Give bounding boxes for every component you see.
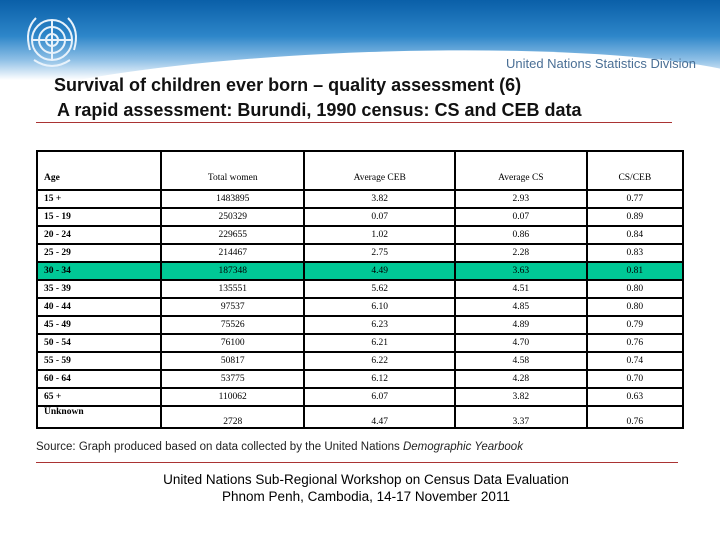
table-cell: 4.28 [455, 370, 587, 388]
table-cell: 0.89 [587, 208, 683, 226]
footer-divider [36, 462, 678, 463]
table-cell: 4.49 [304, 262, 455, 280]
table-cell: 50 - 54 [37, 334, 161, 352]
table-cell: 6.21 [304, 334, 455, 352]
table-cell: 0.07 [455, 208, 587, 226]
table-cell: 55 - 59 [37, 352, 161, 370]
table-cell: 4.89 [455, 316, 587, 334]
column-header: Average CS [455, 151, 587, 190]
table-cell: 53775 [161, 370, 304, 388]
table-cell: 40 - 44 [37, 298, 161, 316]
table-cell: 75526 [161, 316, 304, 334]
table-cell: 97537 [161, 298, 304, 316]
table-cell: 2728 [161, 406, 304, 428]
table-cell: 76100 [161, 334, 304, 352]
table-cell: Unknown [37, 406, 161, 428]
org-name: United Nations Statistics Division [505, 56, 696, 71]
table-cell: 2.28 [455, 244, 587, 262]
table-cell: 0.79 [587, 316, 683, 334]
footer-line1: United Nations Sub-Regional Workshop on Census Data Evaluation [163, 472, 569, 487]
table-cell: 60 - 64 [37, 370, 161, 388]
table-cell: 4.85 [455, 298, 587, 316]
table-cell: 0.83 [587, 244, 683, 262]
column-header: Total women [161, 151, 304, 190]
table-cell: 1.02 [304, 226, 455, 244]
table-cell: 30 - 34 [37, 262, 161, 280]
table-row [37, 352, 683, 370]
title-divider [36, 122, 672, 123]
table-cell: 0.74 [587, 352, 683, 370]
table-row [37, 388, 683, 406]
table-cell: 0.77 [587, 190, 683, 208]
table-row [37, 370, 683, 388]
table-cell: 3.82 [455, 388, 587, 406]
table-row [37, 226, 683, 244]
footer-line2: Phnom Penh, Cambodia, 14-17 November 2011 [222, 489, 510, 504]
table-cell: 6.07 [304, 388, 455, 406]
source-note [36, 441, 523, 453]
table-cell: 214467 [161, 244, 304, 262]
table-cell: 0.76 [587, 334, 683, 352]
column-header: CS/CEB [587, 151, 683, 190]
table-cell: 4.58 [455, 352, 587, 370]
table-cell: 2.75 [304, 244, 455, 262]
table-cell: 3.37 [455, 406, 587, 428]
source-publication: Demographic Yearbook [402, 441, 523, 453]
table-cell: 4.51 [455, 280, 587, 298]
table-cell: 25 - 29 [37, 244, 161, 262]
table-cell: 15 + [37, 190, 161, 208]
table-row [37, 280, 683, 298]
table-row [37, 334, 683, 352]
table-cell: 6.23 [304, 316, 455, 334]
table-cell: 135551 [161, 280, 304, 298]
table-row [37, 208, 683, 226]
table-row [37, 316, 683, 334]
slide-subtitle: A rapid assessment: Burundi, 1990 census: CS and CEB data [57, 100, 582, 120]
table-cell: 65 + [37, 388, 161, 406]
table-cell: 15 - 19 [37, 208, 161, 226]
table-cell: 0.84 [587, 226, 683, 244]
table-cell: 0.63 [587, 388, 683, 406]
table-cell: 1483895 [161, 190, 304, 208]
data-table [36, 150, 684, 429]
table-cell: 0.76 [587, 406, 683, 428]
table-cell: 50817 [161, 352, 304, 370]
slide-title: Survival of children ever born – quality assessment (6) [54, 75, 522, 95]
column-header: Average CEB [304, 151, 455, 190]
table-cell: 0.86 [455, 226, 587, 244]
table-cell: 35 - 39 [37, 280, 161, 298]
table-cell: 0.07 [304, 208, 455, 226]
un-logo-icon [20, 10, 84, 74]
table-cell: 6.12 [304, 370, 455, 388]
table-row [37, 262, 683, 280]
table-cell: 110062 [161, 388, 304, 406]
table-cell: 229655 [161, 226, 304, 244]
table-row [37, 298, 683, 316]
table-cell: 0.80 [587, 280, 683, 298]
table-cell: 187348 [161, 262, 304, 280]
source-text: Source: Graph produced based on data collected by the United Nations [36, 441, 403, 453]
table-cell: 0.81 [587, 262, 683, 280]
table-cell: 4.47 [304, 406, 455, 428]
table-cell: 20 - 24 [37, 226, 161, 244]
table-cell: 3.63 [455, 262, 587, 280]
table-cell: 4.70 [455, 334, 587, 352]
table-cell: 6.10 [304, 298, 455, 316]
table-row [37, 190, 683, 208]
table-cell: 45 - 49 [37, 316, 161, 334]
column-header: Age [37, 151, 161, 190]
table-row [37, 244, 683, 262]
table-cell: 250329 [161, 208, 304, 226]
table-cell: 0.80 [587, 298, 683, 316]
table-row [37, 406, 683, 428]
table-cell: 0.70 [587, 370, 683, 388]
table-cell: 3.82 [304, 190, 455, 208]
table-cell: 2.93 [455, 190, 587, 208]
table-cell: 5.62 [304, 280, 455, 298]
table-cell: 6.22 [304, 352, 455, 370]
